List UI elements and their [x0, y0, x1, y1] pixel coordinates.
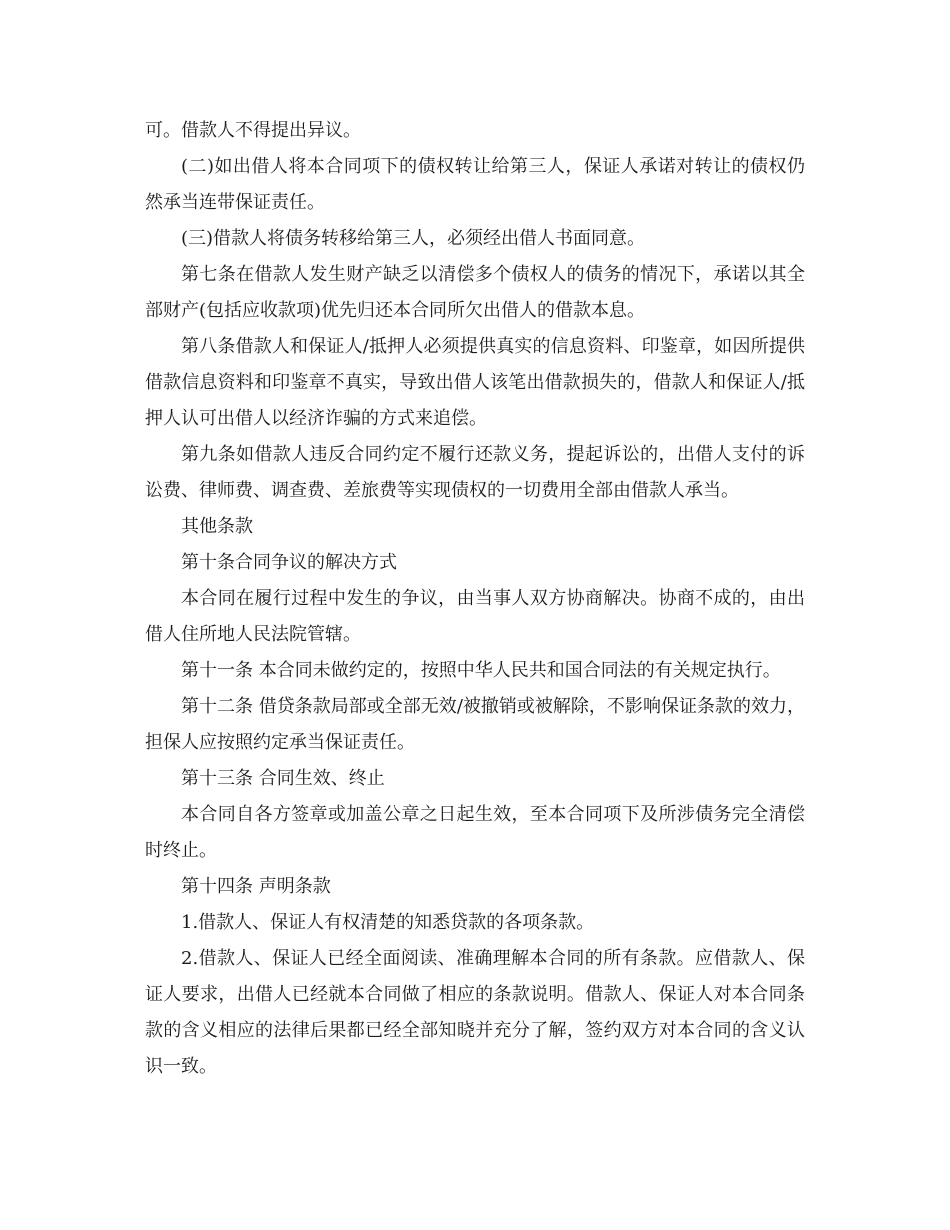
paragraph: 可。借款人不得提出异议。 — [145, 120, 361, 141]
paragraph: 第十一条 本合同未做约定的，按照中华人民共和国合同法的有关规定执行。 — [181, 660, 781, 681]
article-heading: 第十四条 声明条款 — [181, 876, 331, 897]
article-heading: 第十三条 合同生效、终止 — [181, 768, 385, 789]
document-body — [145, 113, 805, 1085]
list-item: 2.借款人、保证人已经全面阅读、准确理解本合同的所有条款。应借款人、保证人要求，出借人已经就本合同做了相应的条款说明。借款人、保证人对本合同条款的含义相应的法律后果都已经全部知晓并充分了解，签约双方对本合同的含义认识一致。 — [145, 948, 805, 1077]
section-heading: 其他条款 — [181, 516, 253, 537]
paragraph: 第七条在借款人发生财产缺乏以清偿多个债权人的债务的情况下，承诺以其全部财产(包括应收款项)优先归还本合同所欠出借人的借款本息。 — [145, 264, 805, 321]
paragraph: 第十二条 借贷条款局部或全部无效/被撤销或被解除，不影响保证条款的效力，担保人应按照约定承当保证责任。 — [145, 696, 805, 753]
paragraph: (三)借款人将债务转移给第三人，必须经出借人书面同意。 — [181, 228, 646, 249]
paragraph: 本合同自各方签章或加盖公章之日起生效，至本合同项下及所涉债务完全清偿时终止。 — [145, 804, 805, 861]
paragraph: 第九条如借款人违反合同约定不履行还款义务，提起诉讼的，出借人支付的诉讼费、律师费、调查费、差旅费等实现债权的一切费用全部由借款人承当。 — [145, 444, 805, 501]
paragraph: 本合同在履行过程中发生的争议，由当事人双方协商解决。协商不成的，由出借人住所地人民法院管辖。 — [145, 588, 805, 645]
paragraph: 第八条借款人和保证人/抵押人必须提供真实的信息资料、印鉴章，如因所提供借款信息资料和印鉴章不真实，导致出借人该笔出借款损失的，借款人和保证人/抵押人认可出借人以经济诈骗的方式来追偿。 — [145, 336, 805, 429]
list-item: 1.借款人、保证人有权清楚的知悉贷款的各项条款。 — [181, 912, 595, 933]
paragraph: (二)如出借人将本合同项下的债权转让给第三人，保证人承诺对转让的债权仍然承当连带保证责任。 — [145, 156, 805, 213]
article-heading: 第十条合同争议的解决方式 — [181, 552, 397, 573]
